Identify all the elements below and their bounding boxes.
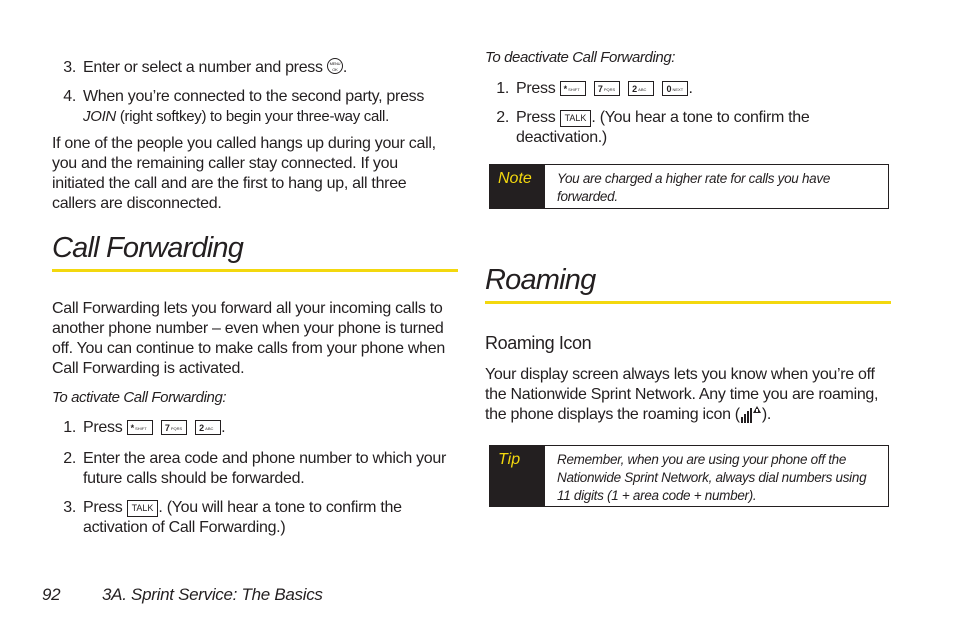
note-label: Note [498, 170, 532, 187]
star-key-icon: *SHIFT [127, 420, 153, 435]
roaming-icon [740, 405, 762, 429]
step-text-cont: . (You will hear a tone to confirm the activation of Call Forwarding.) [83, 499, 402, 536]
talk-key-icon: TALK [560, 110, 592, 127]
two-key-icon: 2ABC [195, 420, 221, 435]
step-text: Press [516, 80, 556, 97]
step-text: Press [516, 109, 556, 126]
step-number: 1. [63, 419, 76, 436]
step-number: 4. [63, 88, 76, 105]
join-softkey: JOIN [83, 108, 116, 125]
page-number: 92 [42, 585, 61, 604]
note-label-box [490, 165, 545, 208]
roaming-icon-heading: Roaming Icon [485, 333, 592, 353]
note-text: You are charged a higher rate for calls you have forwarded. [557, 171, 831, 204]
talk-key-icon: TALK [127, 500, 159, 517]
star-key-icon: *SHIFT [560, 81, 586, 96]
note-callout [489, 164, 889, 209]
step-number: 2. [496, 109, 509, 126]
call-forwarding-paragraph: Call Forwarding lets you forward all your incoming calls to another phone number – even when your phone is turned off. You can continue to make calls from your phone when Call Forwarding is activated. [52, 300, 445, 377]
deactivate-heading: To deactivate Call Forwarding: [485, 49, 676, 66]
step-text: Enter the area code and phone number to which your future calls should be forwarded. [83, 450, 447, 487]
step-text: Press [83, 419, 123, 436]
step-text: When you’re connected to the second party, press [83, 88, 425, 105]
title-rule [52, 269, 458, 272]
step-number: 1. [496, 80, 509, 97]
step-number: 2. [63, 450, 76, 467]
section-name: 3A. Sprint Service: The Basics [102, 585, 323, 604]
seven-key-icon: 7PQRS [161, 420, 187, 435]
step-text: Press [83, 499, 123, 516]
menu-ok-key-icon: MENU OK [327, 58, 343, 74]
tip-label: Tip [498, 451, 521, 468]
activate-heading: To activate Call Forwarding: [52, 389, 227, 406]
three-way-paragraph: If one of the people you called hangs up during your call, you and the remaining caller stay connected. If you initiated the call and are the first to hang up, all three callers are disconnected. [52, 135, 436, 212]
step-text-cont: . (You hear a tone to confirm the deactivation.) [516, 109, 810, 146]
two-key-icon: 2ABC [628, 81, 654, 96]
title-rule [485, 301, 891, 304]
zero-key-icon: 0NEXT [662, 81, 688, 96]
tip-label-box [490, 446, 545, 506]
step-number: 3. [63, 499, 76, 516]
call-forwarding-title: Call Forwarding [52, 232, 244, 264]
tip-callout [489, 445, 889, 507]
step-number: 3. [63, 59, 76, 76]
roaming-title: Roaming [485, 264, 596, 296]
step-text: Enter or select a number and press [83, 59, 323, 76]
tip-text: Remember, when you are using your phone off the Nationwide Sprint Network, always dial numbers using 11 digits (1 + area code + number). [557, 452, 867, 503]
step-text-cont: (right softkey) to begin your three-way call. [115, 108, 389, 125]
seven-key-icon: 7PQRS [594, 81, 620, 96]
roaming-paragraph: Your display screen always lets you know when you’re off the Nationwide Sprint Network. Any time you are roaming, the phone displays the roaming icon ( ). [485, 365, 889, 429]
